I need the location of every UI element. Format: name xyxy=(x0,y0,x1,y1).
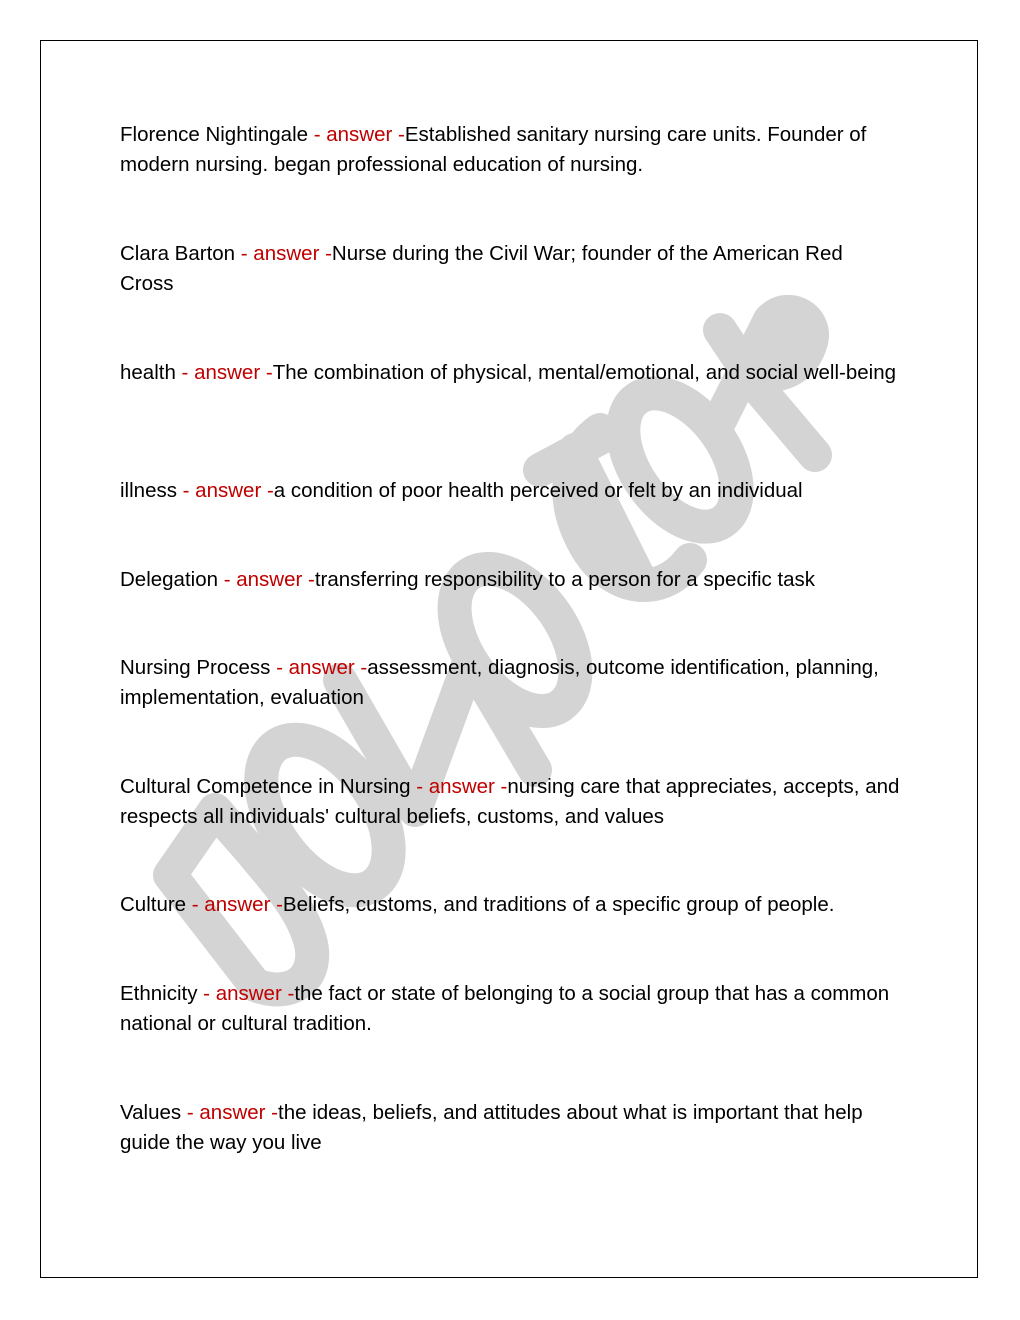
answer-separator: - answer - xyxy=(308,123,405,146)
answer-separator: - answer - xyxy=(197,982,295,1005)
entry-illness xyxy=(120,476,900,506)
entry-health xyxy=(120,358,900,388)
entry-definition: the ideas, beliefs, and attitudes about what is important that help guide the way you live xyxy=(120,1101,863,1154)
entry-term: illness xyxy=(120,479,177,502)
entry-definition: assessment, diagnosis, outcome identification, planning, implementation, evaluation xyxy=(120,656,879,709)
entry-definition: the fact or state of belonging to a social group that has a common national or cultural tradition. xyxy=(120,982,890,1035)
entry-delegation xyxy=(120,565,900,595)
answer-separator: - answer - xyxy=(218,568,315,591)
answer-separator: - answer - xyxy=(176,479,274,502)
entry-term: Values xyxy=(120,1101,182,1124)
entry-nursing-process xyxy=(120,653,900,713)
entry-definition: The combination of physical, mental/emotional, and social well-being xyxy=(272,361,896,384)
entry-term: Ethnicity xyxy=(120,982,198,1005)
entry-term: health xyxy=(120,361,176,384)
entry-term: Florence Nightingale xyxy=(120,123,309,146)
entry-term: Delegation xyxy=(120,568,219,591)
entry-definition: nursing care that appreciates, accepts, and respects all individuals' cultural beliefs, customs, and values xyxy=(120,775,900,828)
entry-culture xyxy=(120,890,900,920)
answer-separator: - answer - xyxy=(186,893,283,916)
entry-definition: transferring responsibility to a person for a specific task xyxy=(314,568,816,591)
entry-definition: Beliefs, customs, and traditions of a specific group of people. xyxy=(282,893,835,916)
answer-separator: - answer - xyxy=(270,656,368,679)
answer-separator: - answer - xyxy=(181,1101,278,1124)
entry-term: Nursing Process xyxy=(120,656,271,679)
answer-separator: - answer - xyxy=(235,242,332,265)
entry-definition: a condition of poor health perceived or felt by an individual xyxy=(273,479,803,502)
answer-separator: - answer - xyxy=(175,361,273,384)
entry-clara-barton xyxy=(120,239,900,299)
entry-term: Clara Barton xyxy=(120,242,236,265)
answer-separator: - answer - xyxy=(410,775,508,798)
entry-florence-nightingale xyxy=(120,120,900,180)
entry-term: Culture xyxy=(120,893,187,916)
entry-definition: Nurse during the Civil War; founder of the American Red Cross xyxy=(120,242,843,295)
entry-values xyxy=(120,1098,900,1158)
entry-definition: Established sanitary nursing care units. Founder of modern nursing. began professional education of nursing. xyxy=(120,123,867,176)
entry-term: Cultural Competence in Nursing xyxy=(120,775,411,798)
entry-cultural-competence xyxy=(120,772,900,832)
entry-ethnicity xyxy=(120,979,900,1039)
